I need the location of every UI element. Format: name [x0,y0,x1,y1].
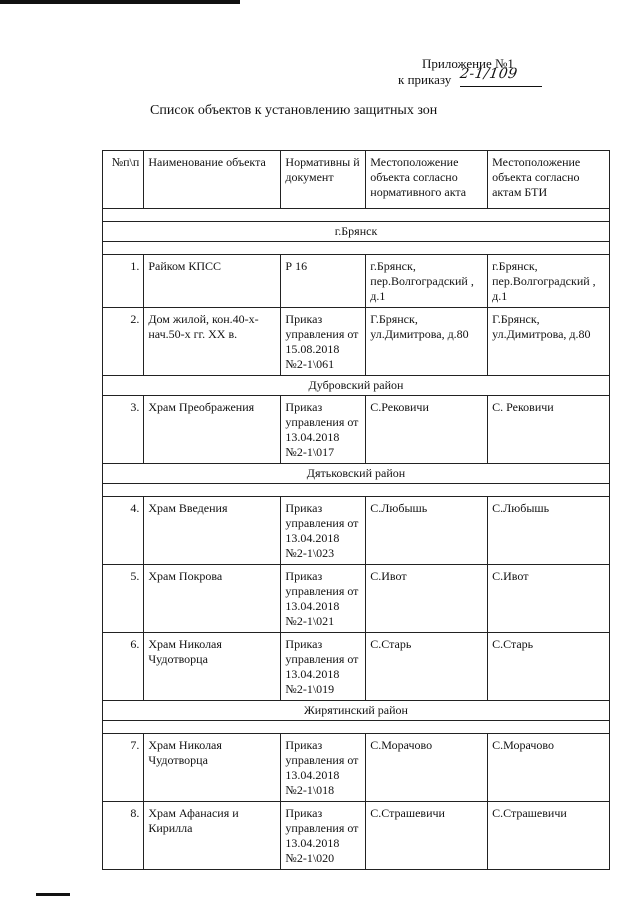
row-object-name: Храм Преображения [144,396,281,464]
table-row [103,633,610,701]
region-name: Дятьковский район [103,464,610,484]
appendix-order-prefix: к приказу [398,72,452,87]
row-location-bti: С. Рековичи [488,396,610,464]
table-row [103,734,610,802]
spacer-cell [103,484,610,497]
spacer-cell [103,209,610,222]
region-name: Жирятинский район [103,701,610,721]
header-location-act: Местоположение объекта согласно нормативного акта [366,151,488,209]
region-row-zhiryatinsky [103,701,610,721]
row-location-bti: г.Брянск, пер.Волгоградский , д.1 [488,255,610,308]
row-number: 1. [103,255,144,308]
row-location-act: г.Брянск, пер.Волгоградский , д.1 [366,255,488,308]
spacer-cell [103,242,610,255]
table-row [103,565,610,633]
spacer-row [103,242,610,255]
row-number: 7. [103,734,144,802]
row-location-act: С.Рековичи [366,396,488,464]
table-row [103,255,610,308]
row-document: Приказ управления от 13.04.2018 №2-1\019 [281,633,366,701]
row-number: 4. [103,497,144,565]
row-number: 5. [103,565,144,633]
region-row-dyatkovsky [103,464,610,484]
row-location-act: С.Старь [366,633,488,701]
region-row-dubrovsky [103,376,610,396]
row-location-bti: С.Старь [488,633,610,701]
region-name: г.Брянск [103,222,610,242]
table-row [103,308,610,376]
spacer-cell [103,721,610,734]
row-document: Приказ управления от 13.04.2018 №2-1\020 [281,802,366,870]
row-object-name: Храм Николая Чудотворца [144,633,281,701]
row-location-act: С.Любышь [366,497,488,565]
row-number: 2. [103,308,144,376]
row-object-name: Храм Введения [144,497,281,565]
table-header-row [103,151,610,209]
row-location-bti: С.Любышь [488,497,610,565]
row-document: Приказ управления от 13.04.2018 №2-1\018 [281,734,366,802]
row-document: Приказ управления от 13.04.2018 №2-1\017 [281,396,366,464]
region-row-bryansk [103,222,610,242]
document-title: Список объектов к установлению защитных зон [150,103,438,118]
row-document: Приказ управления от 13.04.2018 №2-1\021 [281,565,366,633]
row-object-name: Дом жилой, кон.40-х-нач.50-х гг. XX в. [144,308,281,376]
header-number: №п\п [103,151,144,209]
appendix-title: Приложение №1 [422,56,514,71]
row-object-name: Храм Покрова [144,565,281,633]
row-document: Приказ управления от 13.04.2018 №2-1\023 [281,497,366,565]
row-location-bti: С.Морачово [488,734,610,802]
table-row [103,396,610,464]
row-number: 3. [103,396,144,464]
order-number-handwritten: 2-1/109 [458,66,519,82]
objects-table [102,150,610,870]
region-name: Дубровский район [103,376,610,396]
row-object-name: Храм Афанасия и Кирилла [144,802,281,870]
header-document: Нормативны й документ [281,151,366,209]
row-object-name: Райком КПСС [144,255,281,308]
row-location-act: Г.Брянск, ул.Димитрова, д.80 [366,308,488,376]
row-location-act: С.Морачово [366,734,488,802]
row-document: Р 16 [281,255,366,308]
table-row [103,802,610,870]
row-number: 8. [103,802,144,870]
row-object-name: Храм Николая Чудотворца [144,734,281,802]
row-location-bti: С.Страшевичи [488,802,610,870]
spacer-row [103,484,610,497]
row-location-bti: Г.Брянск, ул.Димитрова, д.80 [488,308,610,376]
order-number-line [460,66,542,87]
row-document: Приказ управления от 15.08.2018 №2-1\061 [281,308,366,376]
row-location-act: С.Страшевичи [366,802,488,870]
row-number: 6. [103,633,144,701]
table-row [103,497,610,565]
row-location-act: С.Ивот [366,565,488,633]
header-name: Наименование объекта [144,151,281,209]
row-location-bti: С.Ивот [488,565,610,633]
scan-edge-mark [36,893,70,896]
header-location-bti: Местоположение объекта согласно актам БТИ [488,151,610,209]
spacer-row [103,209,610,222]
spacer-row [103,721,610,734]
scan-edge-mark [0,0,240,4]
